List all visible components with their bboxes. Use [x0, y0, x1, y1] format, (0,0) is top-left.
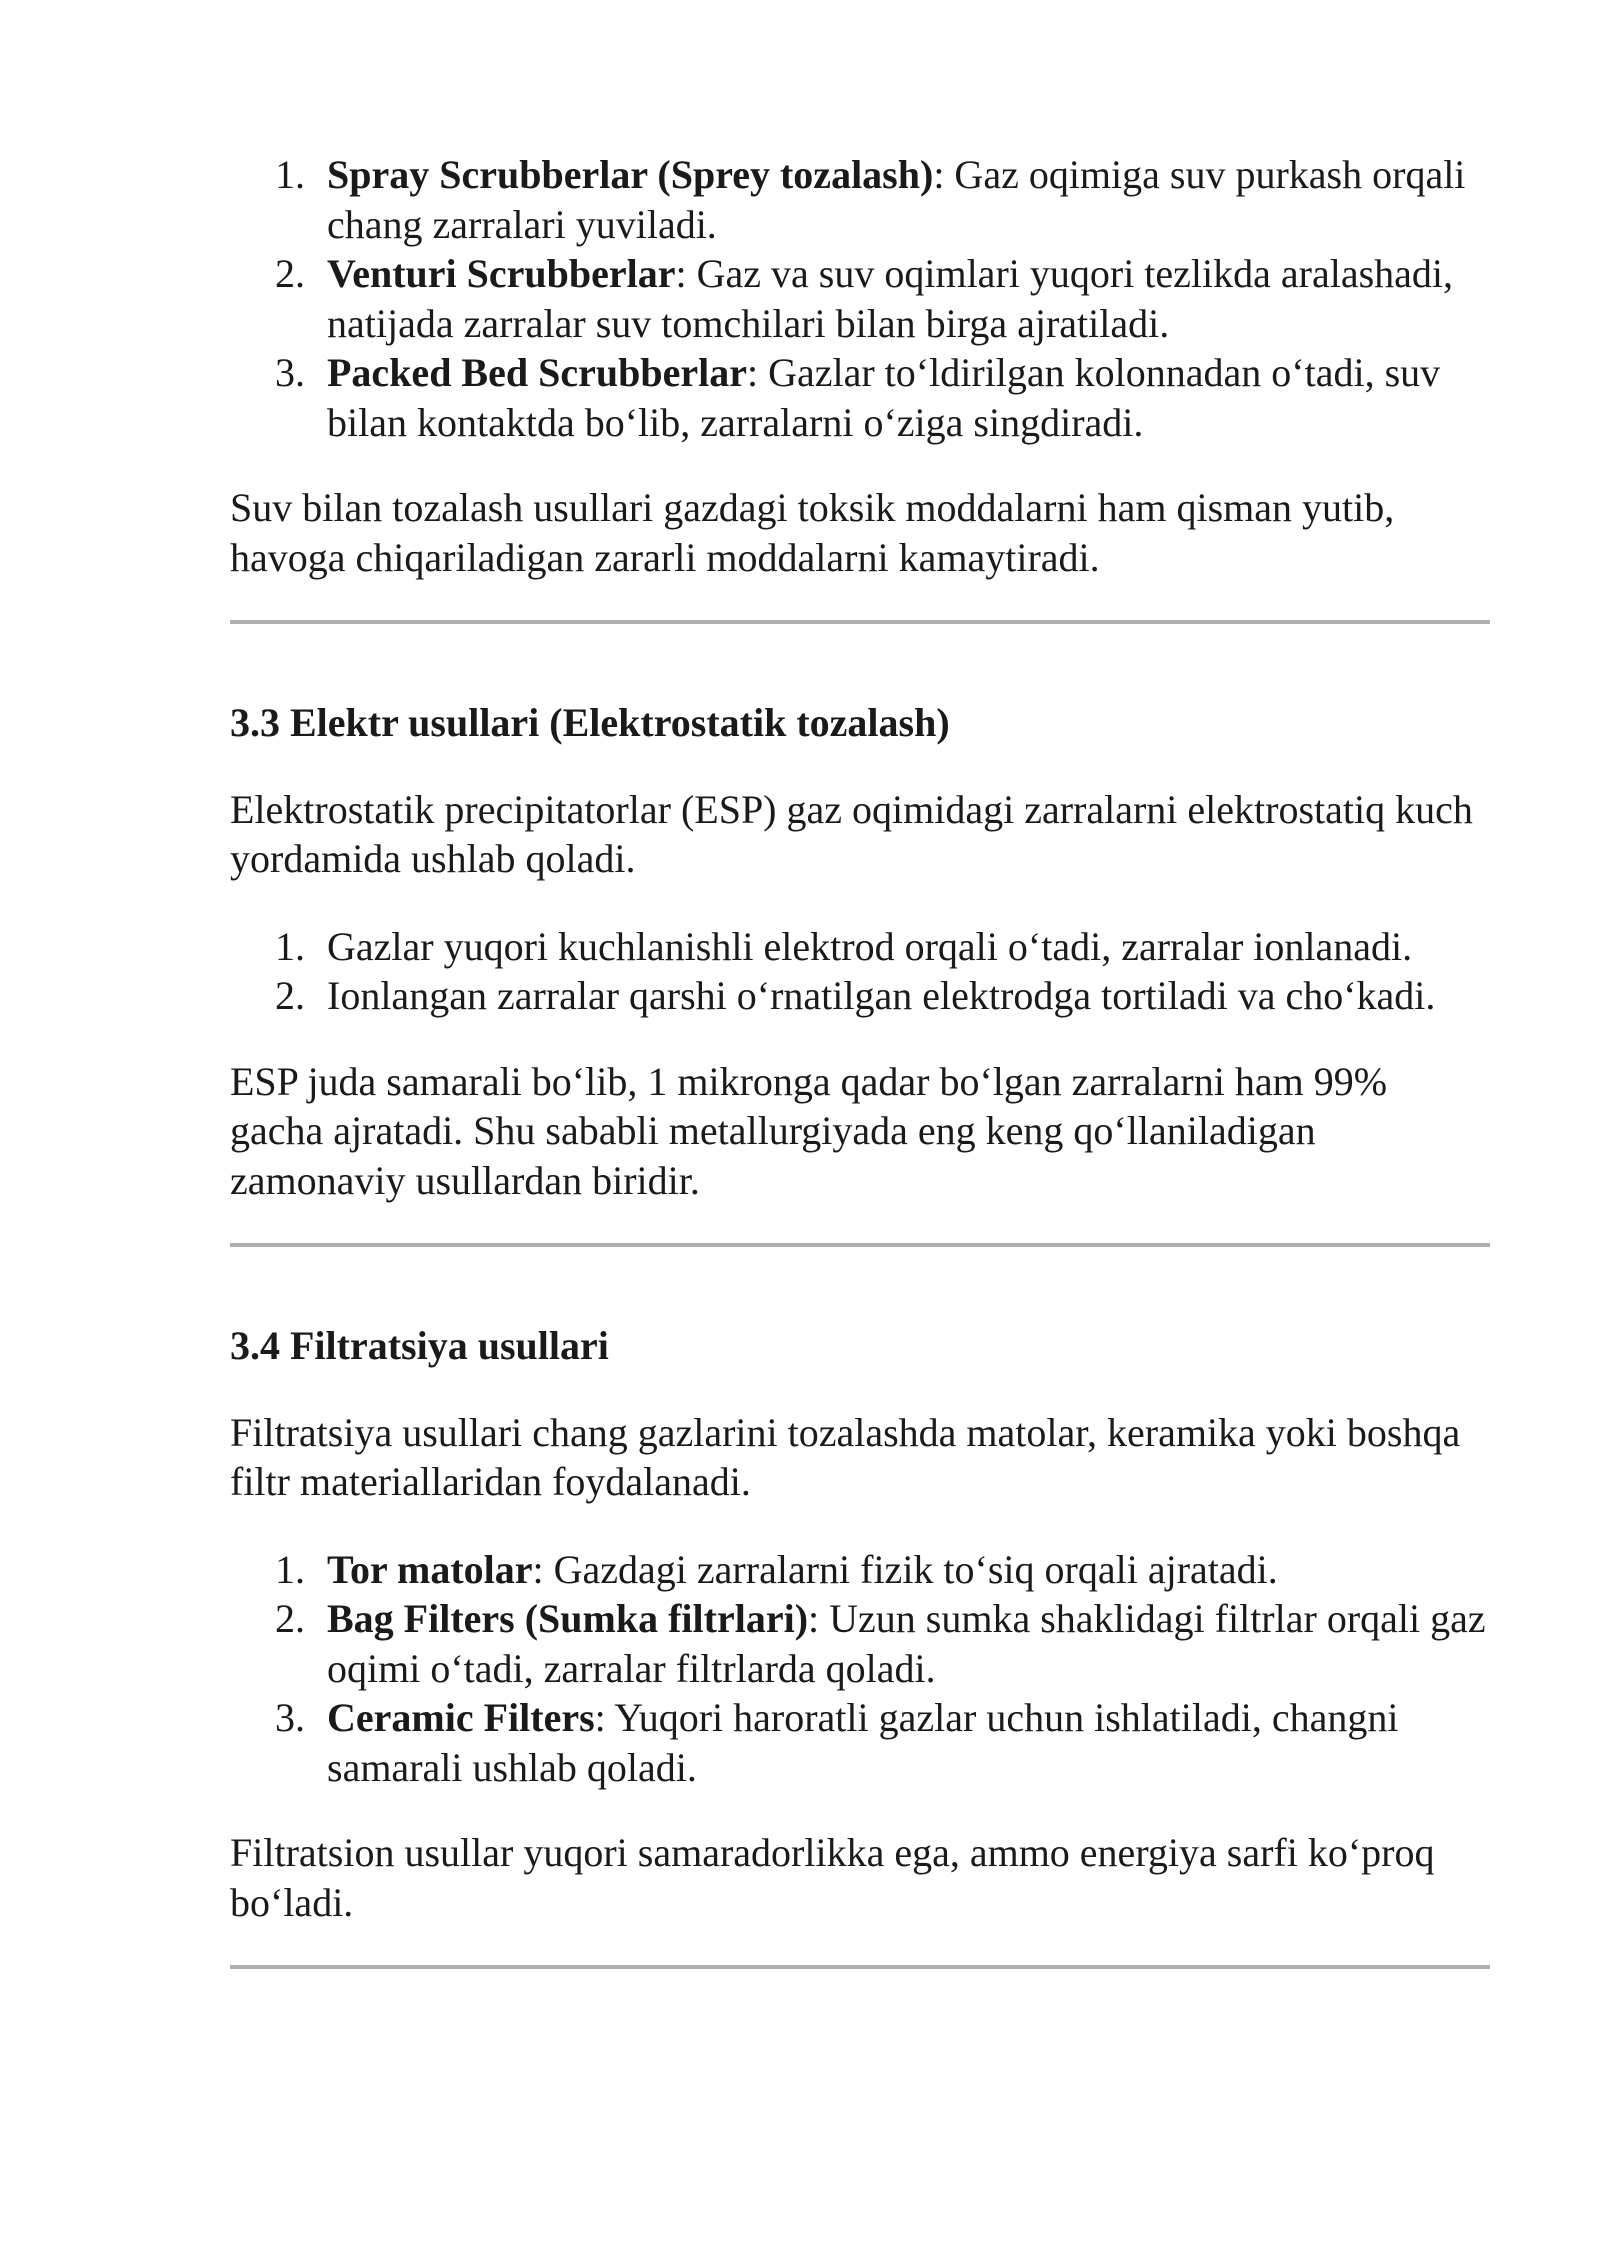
- list-item-text: : Gaz oqimiga suv purkash orqali chang zarralari yuviladi.: [327, 152, 1466, 247]
- list-number: 1.: [275, 1546, 305, 1592]
- list-item-term: Ceramic Filters: [327, 1695, 595, 1740]
- list-item: [230, 971, 1490, 1021]
- paragraph: Filtratsion usullar yuqori samaradorlikka ega, ammo energiya sarfi ko‘proq bo‘ladi.: [230, 1830, 1435, 1925]
- paragraph: Suv bilan tozalash usullari gazdagi toksik moddalarni ham qisman yutib, havoga chiqariladigan zararli moddalarni kamaytiradi.: [230, 485, 1395, 580]
- list-item-text: Ionlangan zarralar qarshi o‘rnatilgan elektrodga tortiladi va cho‘kadi.: [327, 973, 1436, 1018]
- list-item: [230, 348, 1490, 447]
- section-divider: [230, 1965, 1490, 1969]
- list-number: 1.: [275, 923, 305, 969]
- list-item-text: : Gaz va suv oqimlari yuqori tezlikda aralashadi, natijada zarralar suv tomchilari bilan birga ajratiladi.: [327, 251, 1454, 346]
- section-heading-3-3: 3.3 Elektr usullari (Elektrostatik tozalash): [230, 700, 950, 745]
- list-item: [230, 249, 1490, 348]
- paragraph: Filtratsiya usullari chang gazlarini tozalashda matolar, keramika yoki boshqa filtr materiallaridan foydalanadi.: [230, 1409, 1461, 1504]
- paragraph: Elektrostatik precipitatorlar (ESP) gaz oqimidagi zarralarni elektrostatiq kuch yordamida ushlab qoladi.: [230, 786, 1473, 881]
- section-heading-3-4: 3.4 Filtratsiya usullari: [230, 1323, 609, 1368]
- document-page: [230, 150, 1490, 1969]
- list-item: [230, 1693, 1490, 1792]
- list-item-term: Bag Filters (Sumka filtrlari): [327, 1596, 809, 1641]
- esp-list: [230, 922, 1490, 1021]
- list-number: 2.: [275, 251, 305, 296]
- list-item-term: Packed Bed Scrubberlar: [327, 350, 747, 395]
- list-item-text: : Uzun sumka shaklidagi filtrlar orqali gaz oqimi o‘tadi, zarralar filtrlarda qoladi.: [327, 1596, 1486, 1691]
- list-item-term: Spray Scrubberlar (Sprey tozalash): [327, 152, 934, 197]
- list-item: [230, 1545, 1490, 1595]
- list-item-text: : Gazdagi zarralarni fizik to‘siq orqali ajratadi.: [532, 1546, 1278, 1592]
- list-number: 2.: [275, 973, 305, 1018]
- list-number: 3.: [275, 350, 305, 395]
- scrubber-list: [230, 150, 1490, 447]
- list-number: 2.: [275, 1596, 305, 1641]
- list-item-text: : Gazlar to‘ldirilgan kolonnadan o‘tadi, suv bilan kontaktda bo‘lib, zarralarni o‘ziga singdiradi.: [327, 350, 1441, 445]
- list-item: [230, 922, 1490, 972]
- list-item-text: : Yuqori haroratli gazlar uchun ishlatiladi, changni samarali ushlab qoladi.: [327, 1695, 1399, 1790]
- list-item: [230, 150, 1490, 249]
- list-item-text: Gazlar yuqori kuchlanishli elektrod orqali o‘tadi, zarralar ionlanadi.: [327, 923, 1413, 969]
- list-number: 3.: [275, 1695, 305, 1740]
- list-number: 1.: [275, 152, 305, 197]
- filter-list: [230, 1545, 1490, 1793]
- list-item: [230, 1594, 1490, 1693]
- list-item-term: Tor matolar: [327, 1546, 533, 1592]
- list-item-term: Venturi Scrubberlar: [327, 251, 676, 296]
- paragraph: ESP juda samarali bo‘lib, 1 mikronga qadar bo‘lgan zarralarni ham 99% gacha ajratadi. Shu sababli metallurgiyada eng keng qo‘llaniladigan zamonaviy usullardan biridir.: [230, 1058, 1388, 1203]
